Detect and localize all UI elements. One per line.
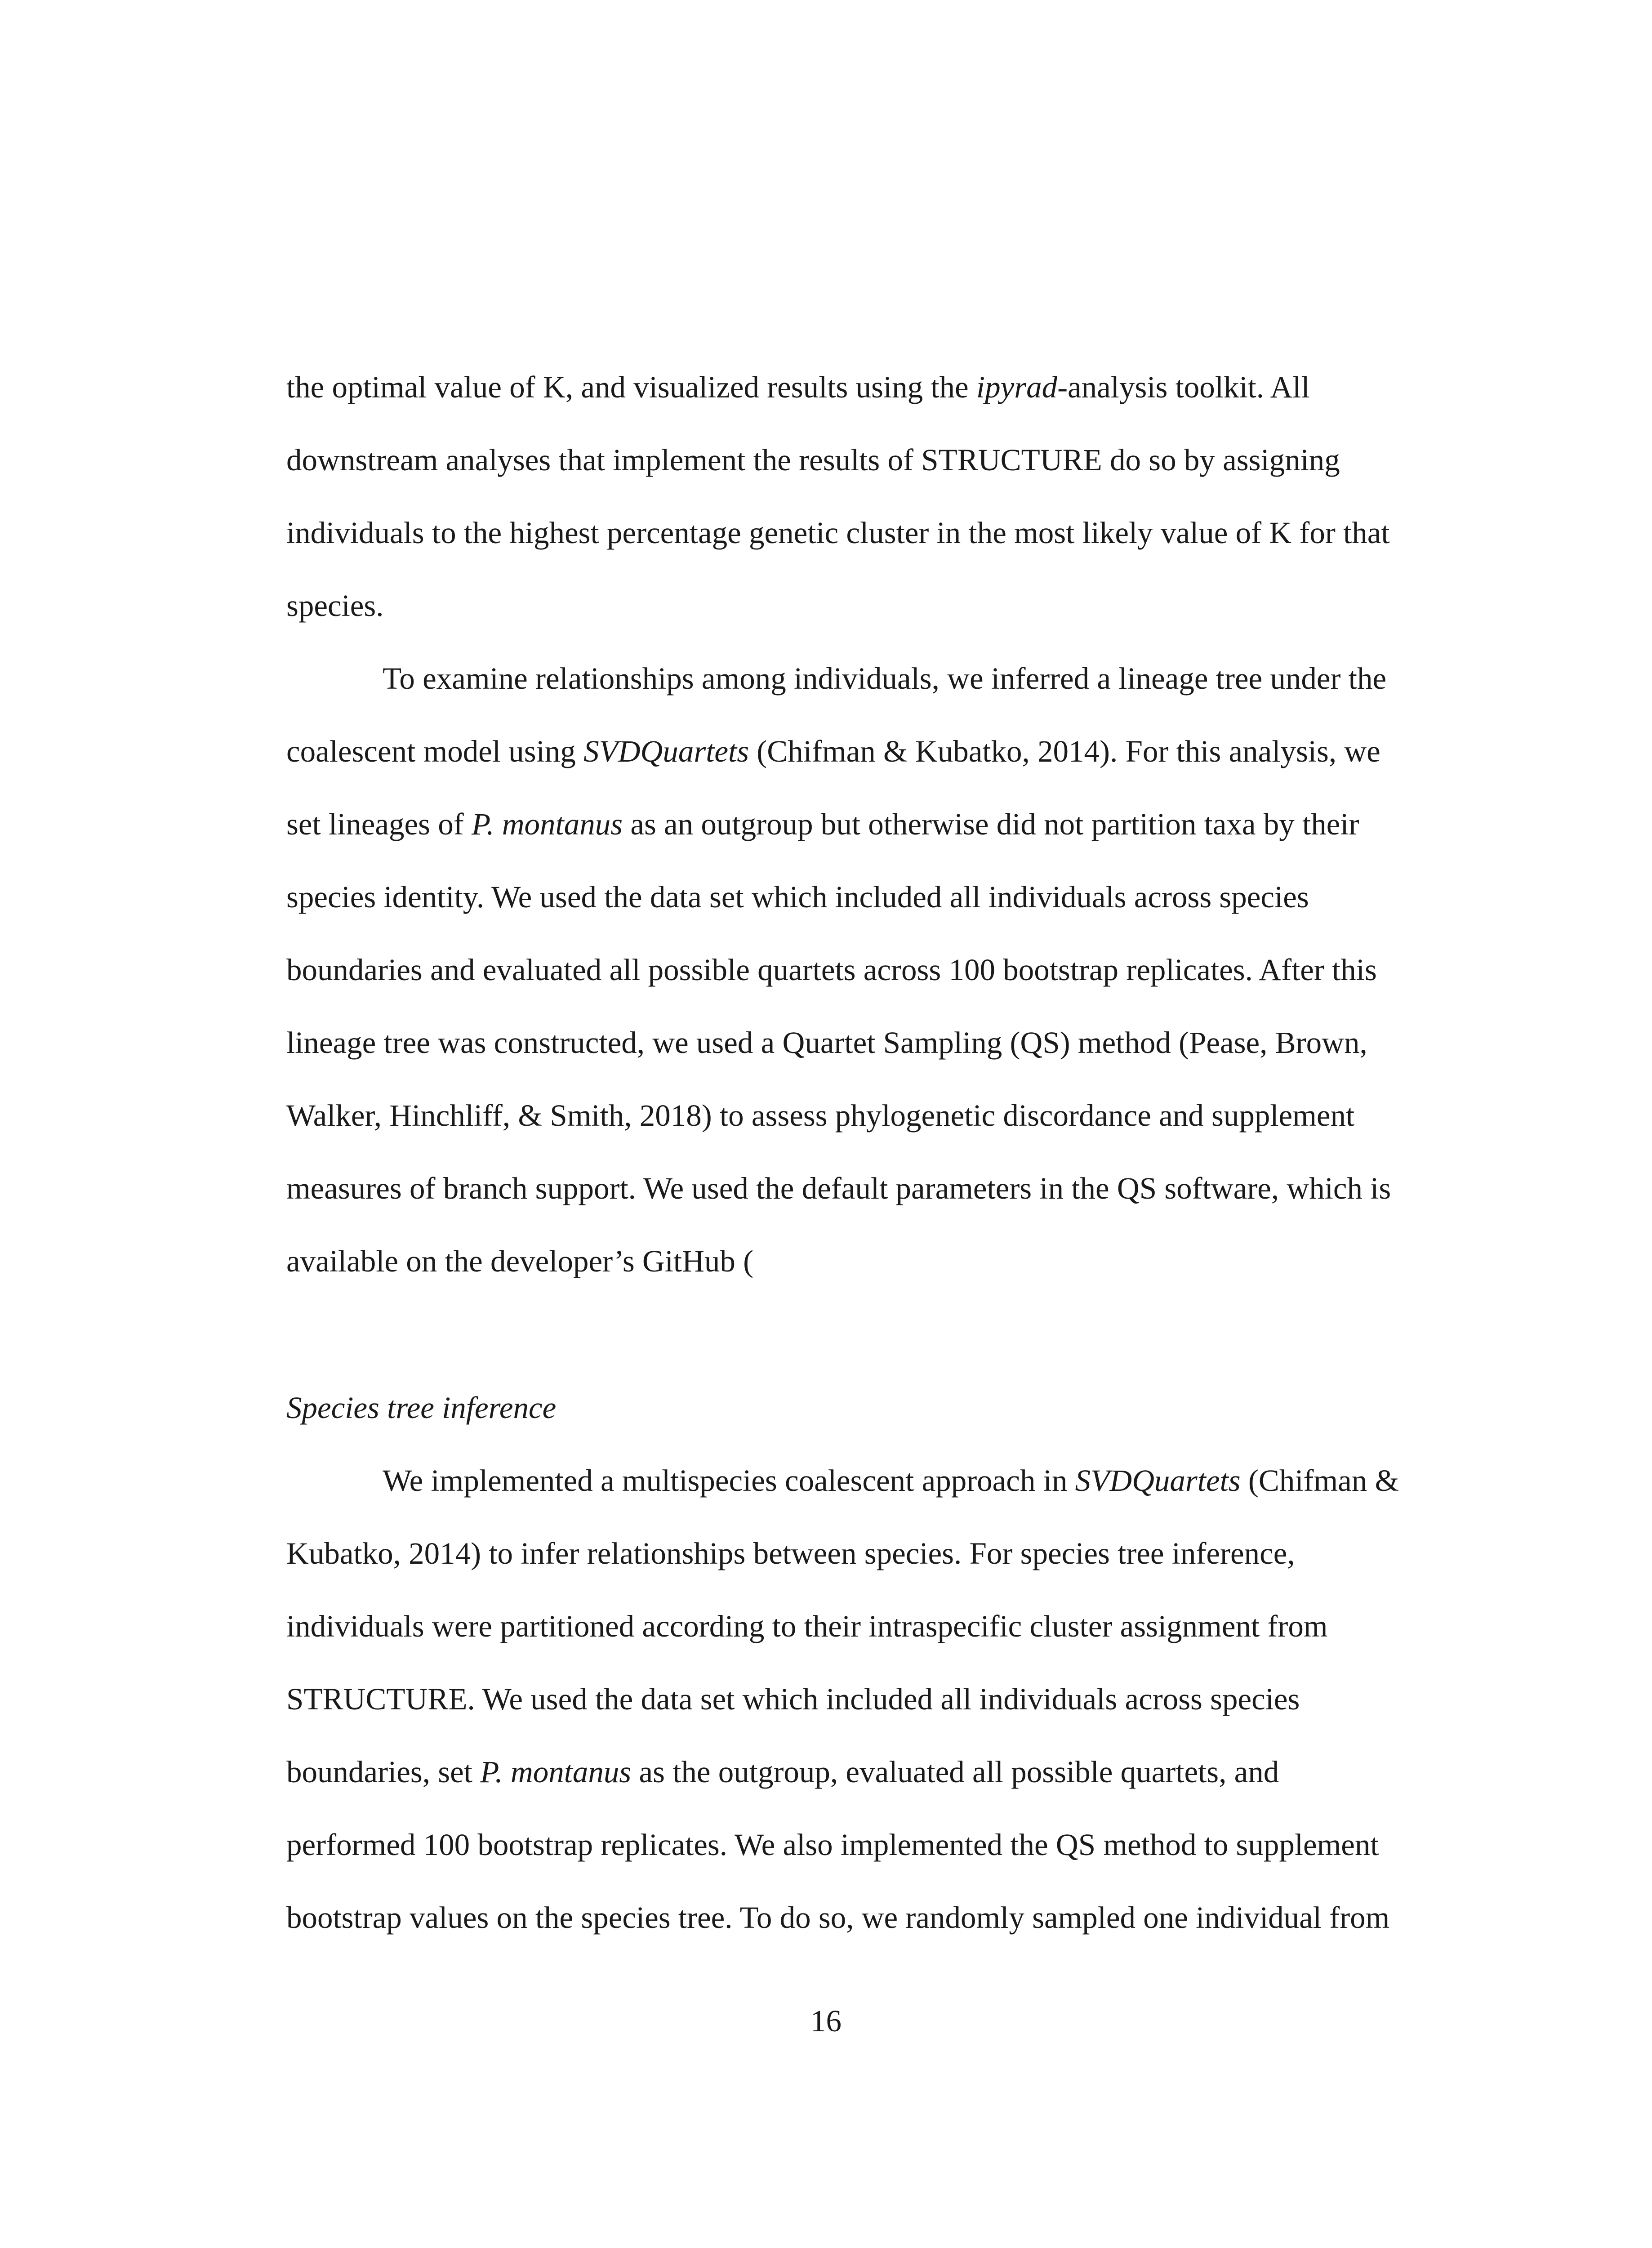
text-line: individuals were partitioned according to their intraspecific cluster assignment from — [286, 1609, 1328, 1643]
paragraph-1 — [286, 351, 1437, 642]
section-heading: Species tree inference — [286, 1391, 557, 1425]
text-line: boundaries, set P. montanus as the outgroup, evaluated all possible quartets, and — [286, 1755, 1279, 1789]
text-line: lineage tree was constructed, we used a Quartet Sampling (QS) method (Pease, Brown, — [286, 1026, 1367, 1060]
text-line: boundaries and evaluated all possible quartets across 100 bootstrap replicates. After this — [286, 953, 1377, 987]
italic-term: P. montanus — [471, 807, 623, 841]
text-line: bootstrap values on the species tree. To do so, we randomly sampled one individual from — [286, 1900, 1390, 1935]
italic-term: SVDQuartets — [1075, 1463, 1241, 1498]
text-line: STRUCTURE. We used the data set which included all individuals across species — [286, 1682, 1300, 1716]
text-line: species identity. We used the data set which included all individuals across species — [286, 880, 1309, 914]
text-line: measures of branch support. We used the default parameters in the QS software, which is — [286, 1171, 1391, 1205]
text-line: the optimal value of K, and visualized results using the ipyrad-analysis toolkit. All — [286, 370, 1310, 404]
text-line: individuals to the highest percentage genetic cluster in the most likely value of K for that — [286, 516, 1390, 550]
text-line: downstream analyses that implement the results of STRUCTURE do so by assigning — [286, 443, 1340, 477]
text-line: To examine relationships among individuals, we inferred a lineage tree under the — [383, 661, 1387, 696]
paragraph-2 — [286, 642, 1437, 1298]
text-line: coalescent model using SVDQuartets (Chifman & Kubatko, 2014). For this analysis, we — [286, 734, 1380, 768]
paragraph-3 — [286, 1444, 1437, 1954]
italic-term: SVDQuartets — [583, 734, 749, 768]
page-number: 16 — [810, 2004, 842, 2038]
text-line: Kubatko, 2014) to infer relationships between species. For species tree inference, — [286, 1536, 1295, 1570]
text-line: species. — [286, 589, 384, 623]
text-line: set lineages of P. montanus as an outgroup but otherwise did not partition taxa by their — [286, 807, 1359, 841]
text-line: We implemented a multispecies coalescent approach in SVDQuartets (Chifman & — [383, 1463, 1399, 1498]
italic-term: P. montanus — [480, 1755, 632, 1789]
text-line: Walker, Hinchliff, & Smith, 2018) to assess phylogenetic discordance and supplement — [286, 1098, 1355, 1133]
text-line: available on the developer’s GitHub ( — [286, 1244, 754, 1278]
italic-term: ipyrad — [976, 370, 1058, 404]
text-line: performed 100 bootstrap replicates. We also implemented the QS method to supplement — [286, 1828, 1379, 1862]
